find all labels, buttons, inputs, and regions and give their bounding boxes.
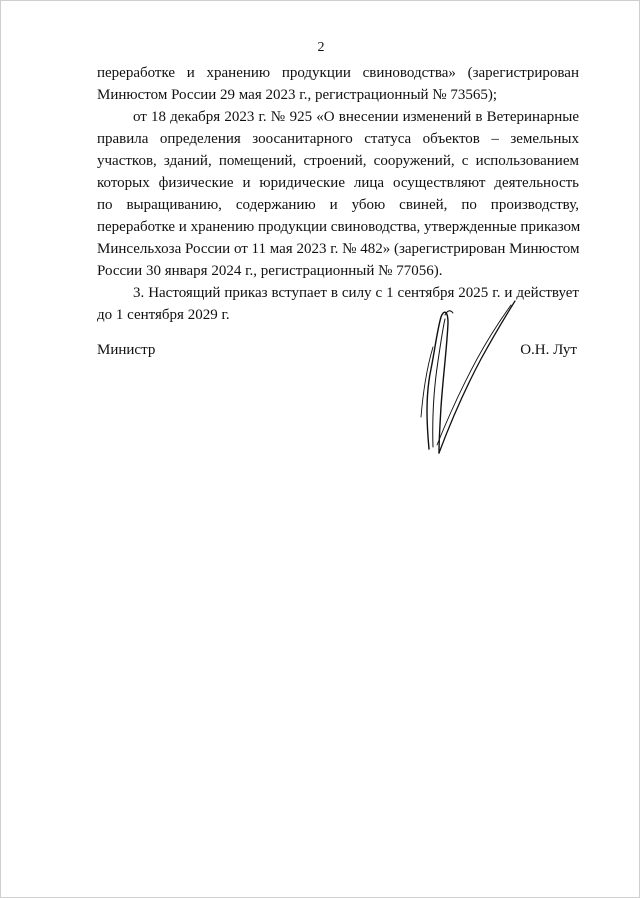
page-number: 2 [317, 40, 325, 55]
signatory-name: О.Н. Лут [520, 342, 577, 358]
text-line: участков, зданий, помещений, строений, сооружений, с использованием [97, 153, 579, 169]
paragraph-1 [97, 62, 579, 106]
document-body [97, 62, 579, 326]
text-line: по выращиванию, содержанию и убою свиней, по производству, [97, 197, 579, 213]
text-line: до 1 сентября 2029 г. [97, 307, 230, 323]
text-line: которых физические и юридические лица осуществляют деятельность [97, 175, 579, 191]
handwritten-signature [401, 297, 526, 457]
text-line: правила определения зоосанитарного статуса объектов – земельных [97, 131, 579, 147]
text-line: 3. Настоящий приказ вступает в силу с 1 сентября 2025 г. и действует [133, 285, 579, 301]
text-line: переработке и хранению продукции свиноводства, утвержденные приказом [97, 219, 581, 235]
paragraph-2 [97, 106, 579, 282]
text-line: Минюстом России 29 мая 2023 г., регистрационный № 73565); [97, 87, 498, 103]
text-line: переработке и хранению продукции свиноводства» (зарегистрирован [97, 65, 579, 81]
text-line: России 30 января 2024 г., регистрационный № 77056). [97, 263, 443, 279]
text-line: Минсельхоза России от 11 мая 2023 г. № 482» (зарегистрирован Минюстом [97, 241, 580, 257]
text-line: от 18 декабря 2023 г. № 925 «О внесении изменений в Ветеринарные [133, 109, 579, 125]
signatory-title: Министр [97, 342, 156, 358]
